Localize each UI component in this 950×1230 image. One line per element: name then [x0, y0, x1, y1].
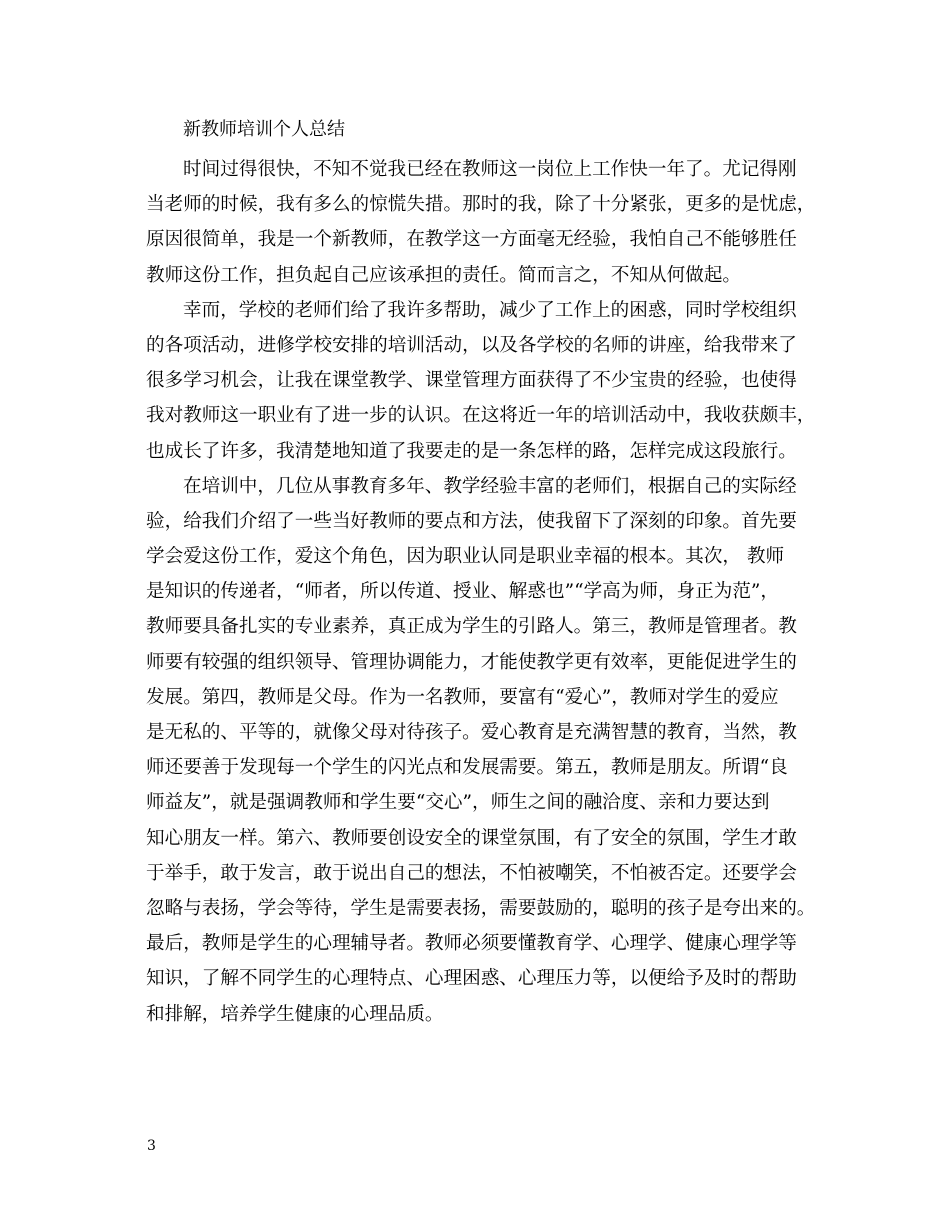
paragraph-2-line-5: 也成长了许多，我清楚地知道了我要走的是一条怎样的路，怎样完成这段旅行。: [146, 440, 797, 462]
paragraph-3-line-14: 最后，教师是学生的心理辅导者。教师必须要懂教育学、心理学、健康心理学等: [146, 933, 797, 955]
document-title: 新教师培训个人总结: [183, 119, 345, 140]
paragraph-2-line-2: 的各项活动，进修学校安排的培训活动，以及各学校的名师的讲座，给我带来了: [146, 334, 797, 356]
paragraph-3-line-16: 和排解，培养学生健康的心理品质。: [146, 1003, 444, 1025]
paragraph-3-line-1: 在培训中，几位从事教育多年、教学经验丰富的老师们，根据自己的实际经: [183, 475, 797, 497]
paragraph-3-line-7: 发展。第四，教师是父母。作为一名教师，要富有“爱心”，教师对学生的爱应: [146, 686, 779, 708]
paragraph-3-line-12: 于举手，敢于发言，敢于说出自己的想法，不怕被嘲笑，不怕被否定。还要学会: [146, 862, 797, 884]
paragraph-1-line-1: 时间过得很快，不知不觉我已经在教师这一岗位上工作快一年了。尤记得刚: [183, 159, 797, 180]
document-body: [146, 152, 816, 1032]
paragraph-3-line-10: 师益友”，就是强调教师和学生要“交心”，师生之间的融洽度、亲和力要达到: [146, 792, 770, 814]
paragraph-2-line-3: 很多学习机会，让我在课堂教学、课堂管理方面获得了不少宝贵的经验，也使得: [146, 370, 797, 392]
paragraph-2-line-4: 我对教师这一职业有了进一步的认识。在这将近一年的培训活动中，我收获颇丰，: [146, 405, 816, 427]
paragraph-3-line-5: 教师要具备扎实的专业素养，真正成为学生的引路人。第三，教师是管理者。教: [146, 616, 797, 638]
paragraph-3-line-8: 是无私的、平等的，就像父母对待孩子。爱心教育是充满智慧的教育，当然，教: [146, 722, 797, 743]
paragraph-2-line-1: 幸而，学校的老师们给了我许多帮助，减少了工作上的困惑，同时学校组织: [183, 299, 797, 321]
paragraph-1-line-4: 教师这份工作，担负起自己应该承担的责任。简而言之，不知从何做起。: [146, 264, 742, 286]
paragraph-3-line-4: 是知识的传递者，“师者，所以传道、授业、解惑也”“学高为师，身正为范”，: [146, 581, 780, 603]
paragraph-3-line-9: 师还要善于发现每一个学生的闪光点和发展需要。第五，教师是朋友。所谓“良: [146, 757, 788, 779]
paragraph-1-line-2: 当老师的时候，我有多么的惊慌失措。那时的我，除了十分紧张，更多的是忧虑，: [146, 194, 816, 216]
page-number: 3: [147, 1138, 156, 1154]
paragraph-3-line-11: 知心朋友一样。第六、教师要创设安全的课堂氛围，有了安全的氛围，学生才敢: [146, 827, 797, 849]
paragraph-3-line-13: 忽略与表扬，学会等待，学生是需要表扬，需要鼓励的，聪明的孩子是夸出来的。: [146, 897, 816, 919]
paragraph-3-line-3: 学会爱这份工作，爱这个角色，因为职业认同是职业幸福的根本。其次， 教师: [146, 546, 785, 568]
paragraph-1-line-3: 原因很简单，我是一个新教师，在教学这一方面毫无经验，我怕自己不能够胜任: [146, 229, 797, 251]
paragraph-3-line-15: 知识，了解不同学生的心理特点、心理困惑、心理压力等，以便给予及时的帮助: [146, 968, 797, 990]
paragraph-3-line-2: 验，给我们介绍了一些当好教师的要点和方法，使我留下了深刻的印象。首先要: [146, 510, 797, 532]
paragraph-3-line-6: 师要有较强的组织领导、管理协调能力，才能使教学更有效率，更能促进学生的: [146, 651, 797, 673]
